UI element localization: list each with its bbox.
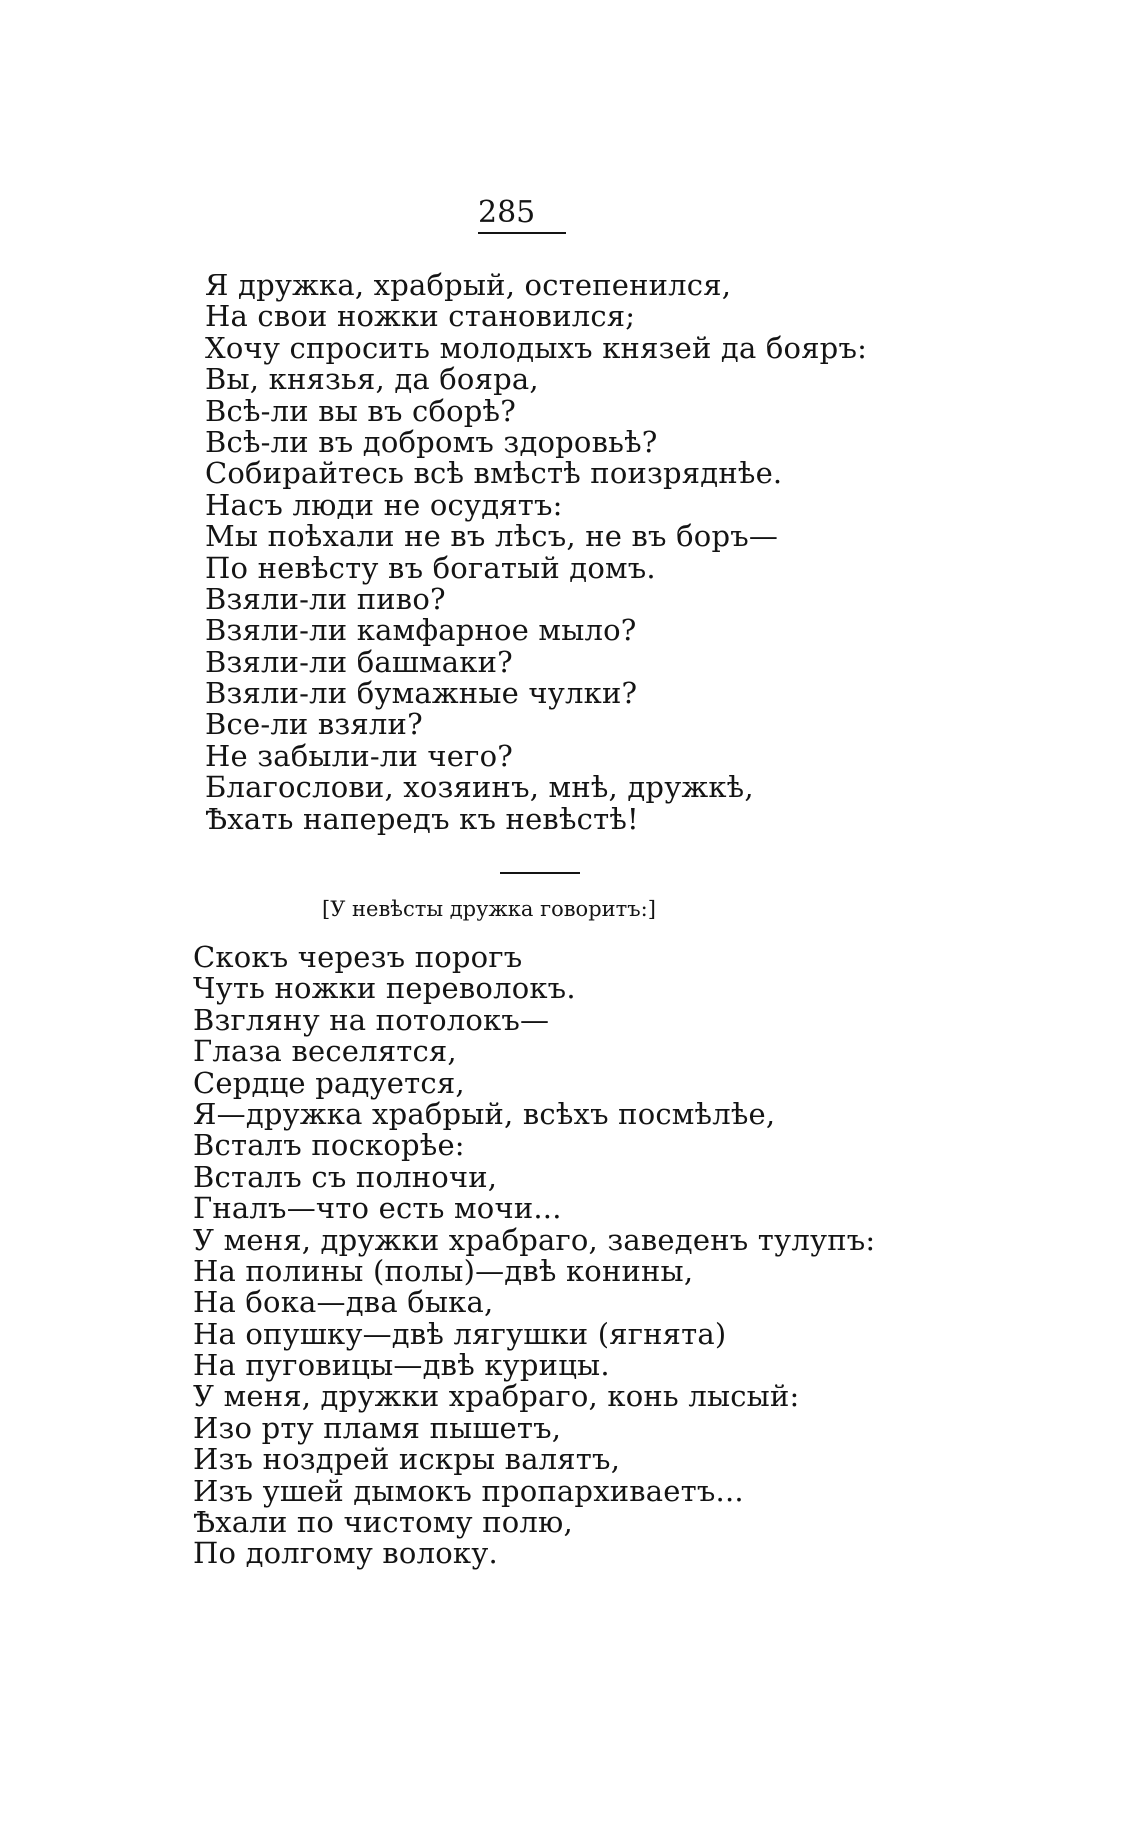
verse-line: Всталъ съ полночи, [193, 1159, 498, 1194]
verse-line: На пуговицы—двѣ курицы. [193, 1348, 610, 1383]
verse-line: Мы поѣхали не въ лѣсъ, не въ боръ— [205, 519, 779, 554]
verse-line: Все-ли взяли? [205, 707, 423, 742]
verse-stanza-1 [205, 270, 867, 835]
verse-line: Всѣ-ли въ добромъ здоровьѣ? [205, 424, 658, 459]
verse-line: У меня, дружки храбраго, конь лысый: [193, 1379, 800, 1414]
verse-line: Взгляну на потолокъ— [193, 1002, 550, 1037]
verse-line: По долгому волоку. [193, 1536, 498, 1571]
verse-line: На свои ножки становился; [205, 299, 636, 334]
verse-line: Всѣ-ли вы въ сборѣ? [205, 393, 516, 428]
verse-line: Всталъ поскорѣе: [193, 1128, 465, 1163]
verse-line: Изъ ушей дымокъ пропархиваетъ... [193, 1473, 744, 1508]
verse-line: Взяли-ли башмаки? [205, 644, 513, 679]
verse-line: Вы, князья, да бояра, [205, 362, 539, 397]
verse-line: Сердце радуется, [193, 1065, 465, 1100]
verse-line: Изо рту пламя пышетъ, [193, 1410, 562, 1445]
verse-line: Взяли-ли пиво? [205, 581, 446, 616]
verse-line: Чуть ножки переволокъ. [193, 971, 576, 1006]
verse-line: По невѣсту въ богатый домъ. [205, 550, 656, 585]
verse-stanza-2 [193, 942, 875, 1570]
verse-line: Ѣхали по чистому полю, [193, 1505, 573, 1540]
verse-line: Насъ люди не осудятъ: [205, 487, 563, 522]
verse-line: Гналъ—что есть мочи... [193, 1191, 562, 1226]
verse-line: Хочу спросить молодыхъ князей да бояръ: [205, 330, 868, 365]
section-divider [500, 872, 580, 874]
verse-line: Изъ ноздрей искры валятъ, [193, 1442, 621, 1477]
verse-line: Благослови, хозяинъ, мнѣ, дружкѣ, [205, 770, 754, 805]
verse-line: На полины (полы)—двѣ конины, [193, 1253, 694, 1288]
verse-line: На бока—два быка, [193, 1285, 494, 1320]
verse-line: На опушку—двѣ лягушки (ягнята) [193, 1316, 727, 1351]
verse-line: Ѣхать напередъ къ невѣстѣ! [205, 801, 639, 836]
verse-line: Глаза веселятся, [193, 1034, 457, 1069]
page-number-rule [478, 232, 566, 234]
verse-line: Взяли-ли камфарное мыло? [205, 613, 637, 648]
verse-line: Скокъ черезъ порогъ [193, 940, 523, 974]
stage-direction: [У невѣсты дружка говоритъ:] [322, 897, 656, 921]
page-number: 285 [478, 195, 536, 230]
verse-line: Я—дружка храбрый, всѣхъ посмѣлѣе, [193, 1096, 776, 1131]
verse-line: Взяли-ли бумажные чулки? [205, 676, 638, 711]
verse-line: У меня, дружки храбраго, заведенъ тулупъ: [193, 1222, 876, 1257]
verse-line: Не забыли-ли чего? [205, 738, 513, 773]
verse-line: Собирайтесь всѣ вмѣстѣ поизряднѣе. [205, 456, 783, 491]
verse-line: Я дружка, храбрый, остепенился, [205, 268, 732, 302]
